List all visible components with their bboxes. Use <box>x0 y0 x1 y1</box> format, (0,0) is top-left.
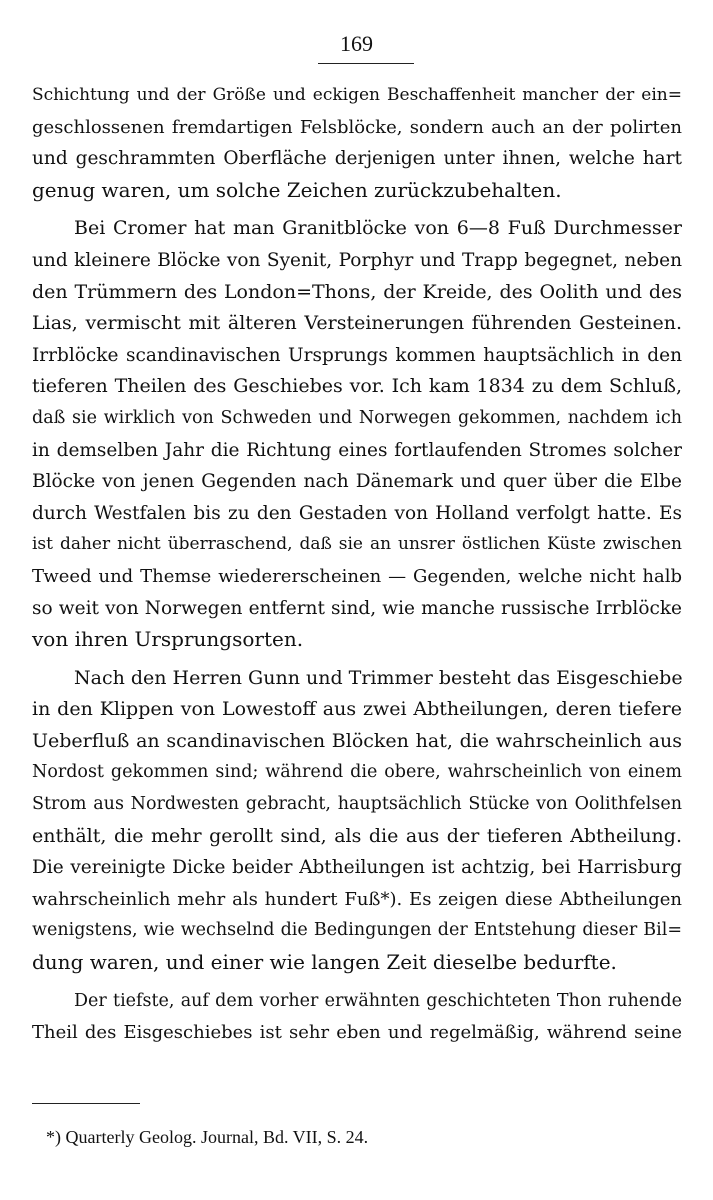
text-line: Tweed und Themse wiedererscheinen — Gegenden, welche nicht halb <box>32 565 682 587</box>
text-line: ist daher nicht überraschend, daß sie an unsrer östlichen Küste zwischen <box>32 534 682 555</box>
text-line: Lias, vermischt mit älteren Versteinerungen führenden Gesteinen. <box>32 312 682 335</box>
text-line: in demselben Jahr die Richtung eines fortlaufenden Stromes solcher <box>32 439 682 461</box>
text-line: Die vereinigte Dicke beider Abtheilungen ist achtzig, bei Harrisburg <box>32 857 682 879</box>
text-line: genug waren, um solche Zeichen zurückzubehalten. <box>32 177 562 202</box>
paragraph <box>32 213 682 655</box>
footnote-rule <box>32 1103 140 1104</box>
text-line: Blöcke von jenen Gegenden nach Dänemark und quer über die Elbe <box>32 471 682 493</box>
body-text <box>32 80 682 1049</box>
text-line: den Trümmern des London=Thons, der Kreide, des Oolith und des <box>32 280 682 303</box>
text-line: Der tiefste, auf dem vorher erwähnten geschichteten Thon ruhende <box>74 990 682 1011</box>
text-line: durch Westfalen bis zu den Gestaden von Holland verfolgt hatte. Es <box>32 502 682 524</box>
text-line: Ueberfluß an scandinavischen Blöcken hat, die wahrscheinlich aus <box>32 729 682 752</box>
text-line: Schichtung und der Größe und eckigen Beschaffenheit mancher der ein= <box>32 85 682 105</box>
page-number: 169 <box>340 31 373 56</box>
paragraph <box>32 986 682 1049</box>
text-line: enthält, die mehr gerollt sind, als die aus der tieferen Abtheilung. <box>32 824 682 847</box>
text-line: so weit von Norwegen entfernt sind, wie manche russische Irrblöcke <box>32 597 682 619</box>
text-line: geschlossenen fremdartigen Felsblöcke, sondern auch an der polirten <box>32 116 682 138</box>
footnote: *) Quarterly Geolog. Journal, Bd. VII, S. 24. <box>46 1127 369 1147</box>
text-line: in den Klippen von Lowestoff aus zwei Abtheilungen, deren tiefere <box>32 698 682 721</box>
paragraph <box>32 80 682 206</box>
text-line: Strom aus Nordwesten gebracht, hauptsächlich Stücke von Oolithfelsen <box>32 794 682 815</box>
text-line: Bei Cromer hat man Granitblöcke von 6—8 Fuß Durchmesser <box>74 217 682 240</box>
text-line: von ihren Ursprungsorten. <box>32 627 304 652</box>
text-line: wenigstens, wie wechselnd die Bedingungen der Entstehung dieser Bil= <box>32 920 682 941</box>
text-line: Nordost gekommen sind; während die obere, wahrscheinlich von einem <box>32 762 682 783</box>
text-line: tieferen Theilen des Geschiebes vor. Ich kam 1834 zu dem Schluß, <box>32 375 682 398</box>
text-line: dung waren, und einer wie langen Zeit dieselbe bedurfte. <box>32 950 617 975</box>
text-line: Irrblöcke scandinavischen Ursprungs kommen hauptsächlich in den <box>32 344 682 366</box>
text-line: wahrscheinlich mehr als hundert Fuß*). Es zeigen diese Abtheilungen <box>32 888 682 910</box>
header-rule <box>318 63 414 64</box>
text-line: Nach den Herren Gunn und Trimmer besteht das Eisgeschiebe <box>74 666 683 689</box>
text-line: daß sie wirklich von Schweden und Norwegen gekommen, nachdem ich <box>32 407 682 428</box>
text-line: und kleinere Blöcke von Syenit, Porphyr und Trapp begegnet, neben <box>32 249 682 271</box>
paragraph <box>32 663 682 979</box>
text-line: und geschrammten Oberfläche derjenigen unter ihnen, welche hart <box>32 148 682 170</box>
text-line: Theil des Eisgeschiebes ist sehr eben und regelmäßig, während seine <box>32 1022 682 1044</box>
